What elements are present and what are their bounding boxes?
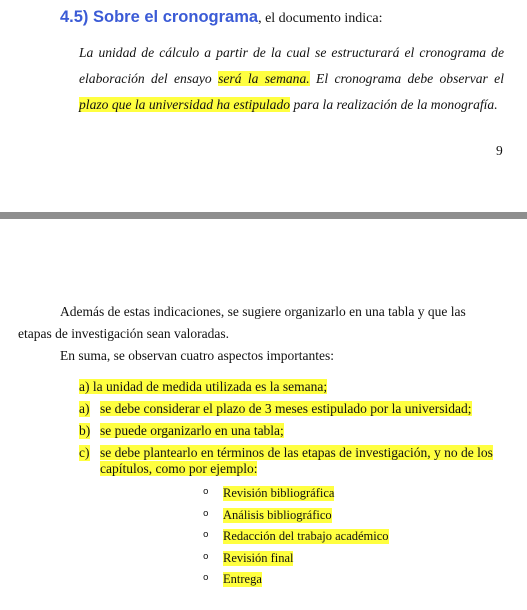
page-break-divider: [0, 212, 527, 219]
quote-line-2: [79, 66, 504, 92]
paragraph-line-2: etapas de investigación sean valoradas.: [18, 326, 230, 341]
sublist-item-label: Entrega: [223, 572, 262, 586]
section-heading: [60, 8, 383, 27]
quote-line-3-end: para la realización de la monografía.: [290, 97, 498, 112]
sublist-item-label: Revisión final: [223, 550, 294, 565]
aspects-list: [79, 379, 509, 483]
sublist-item-label: Revisión bibliográfica: [223, 486, 335, 500]
list-item-text: se puede organizarlo en una tabla;: [100, 423, 284, 438]
list-marker: c): [79, 445, 90, 460]
quote-line-2-start: elaboración del ensayo: [79, 71, 219, 86]
highlight-plazo: plazo que la universidad ha estipulado: [79, 97, 291, 112]
paragraph-line-1: Además de estas indicaciones, se sugiere organizarlo en una tabla y que las: [60, 304, 466, 319]
list-item: [79, 445, 509, 477]
list-item: [79, 423, 509, 439]
quote-line-2-end: El cronograma debe observar el: [309, 71, 504, 86]
circle-bullet-icon: o: [203, 573, 209, 583]
page-number: 9: [496, 143, 503, 158]
list-item: [79, 401, 509, 417]
list-marker: b): [79, 423, 91, 438]
sublist-item-label: Análisis bibliográfico: [223, 507, 332, 522]
paragraph-line-3: En suma, se observan cuatro aspectos importantes:: [60, 348, 335, 363]
list-item-text: se debe considerar el plazo de 3 meses estipulado por la universidad;: [100, 401, 472, 416]
section-title-suffix: , el documento indica:: [258, 11, 383, 26]
quote-block: [79, 40, 504, 118]
circle-bullet-icon: o: [203, 487, 209, 497]
quote-line-3: [79, 92, 504, 118]
sublist-item-label: Redacción del trabajo académico: [223, 529, 389, 543]
list-item: [79, 379, 509, 395]
list-item-text: se debe plantearlo en términos de las etapas de investigación, y no de los capítulos, como por ejemplo:: [100, 445, 493, 476]
section-title: 4.5) Sobre el cronograma: [60, 8, 259, 26]
body-paragraph: [18, 301, 508, 367]
quote-line-1: La unidad de cálculo a partir de la cual se estructurará el cronograma de: [79, 45, 504, 60]
list-marker: a): [79, 401, 90, 416]
highlight-semana: será la semana.: [218, 71, 310, 86]
circle-bullet-icon: o: [203, 551, 209, 562]
circle-bullet-icon: o: [203, 508, 209, 519]
list-item-text: a) la unidad de medida utilizada es la semana;: [79, 379, 328, 394]
circle-bullet-icon: o: [203, 530, 209, 540]
